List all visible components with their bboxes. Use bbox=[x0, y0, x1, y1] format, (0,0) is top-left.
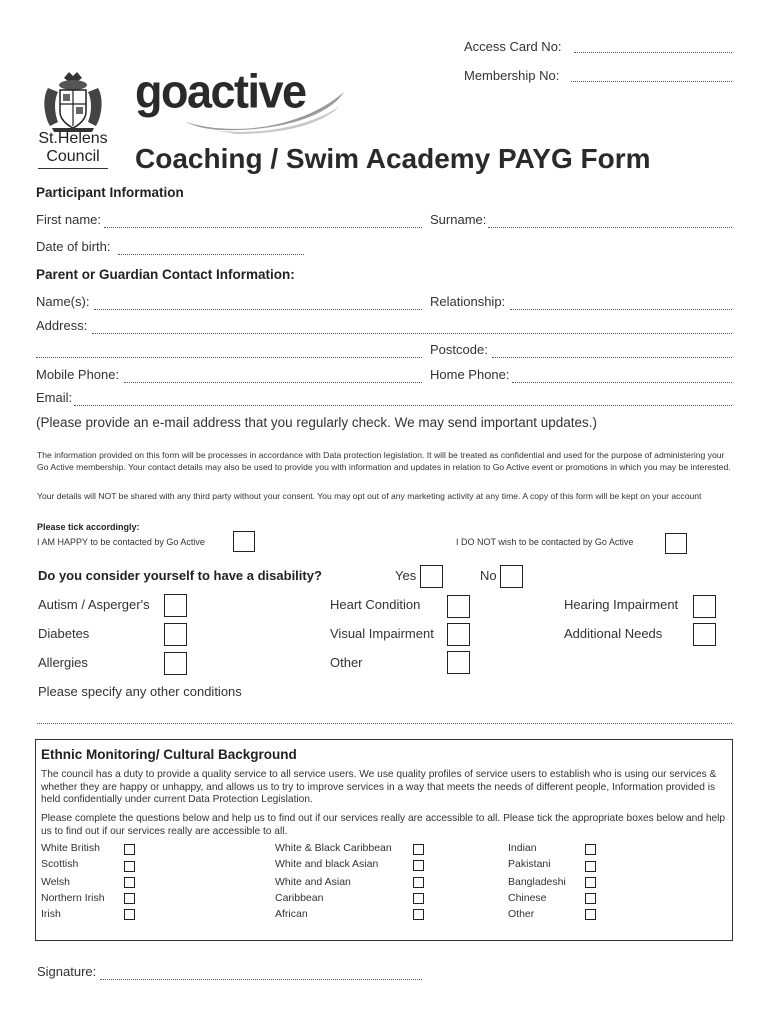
access-card-field[interactable] bbox=[574, 51, 732, 53]
condition-checkbox[interactable] bbox=[447, 651, 470, 674]
condition-checkbox[interactable] bbox=[693, 595, 716, 618]
privacy-paragraph-1: The information provided on this form will be processes in accordance with Data protection legislation. It will be treated as confidential and used for the purpose of administering your Go Active membership. Your contact details may also be used to provide you with information and updates in relation to Go Active event or promotions in which you may be interested. bbox=[37, 450, 731, 472]
ethnic-option-label: Welsh bbox=[41, 876, 70, 888]
email-field[interactable] bbox=[74, 404, 732, 406]
ethnic-checkbox[interactable] bbox=[585, 844, 596, 855]
ethnic-paragraph-2: Please complete the questions below and help us to find out if our services really are accessible to all. Please tick the appropriate boxes below and help us to find out if our services really are accessible to all. bbox=[41, 813, 726, 837]
participant-heading: Participant Information bbox=[36, 185, 184, 200]
ethnic-checkbox[interactable] bbox=[585, 861, 596, 872]
ethnic-checkbox[interactable] bbox=[124, 909, 135, 920]
membership-field[interactable] bbox=[571, 80, 732, 82]
home-phone-label: Home Phone: bbox=[430, 367, 510, 382]
membership-label: Membership No: bbox=[464, 68, 560, 83]
dob-field[interactable] bbox=[118, 253, 304, 255]
ethnic-checkbox[interactable] bbox=[124, 844, 135, 855]
surname-label: Surname: bbox=[430, 212, 487, 227]
brand-wordmark: goactive bbox=[135, 64, 306, 119]
ethnic-checkbox[interactable] bbox=[413, 844, 424, 855]
ethnic-option-label: Pakistani bbox=[508, 858, 551, 870]
no-contact-checkbox[interactable] bbox=[665, 533, 687, 554]
address-field[interactable] bbox=[92, 332, 732, 334]
ethnic-option-label: Caribbean bbox=[275, 892, 324, 904]
ethnic-checkbox[interactable] bbox=[413, 877, 424, 888]
condition-label: Diabetes bbox=[38, 626, 90, 641]
specify-conditions-label: Please specify any other conditions bbox=[38, 684, 242, 699]
disability-no-checkbox[interactable] bbox=[500, 565, 523, 588]
access-card-label: Access Card No: bbox=[464, 39, 562, 54]
privacy-paragraph-2: Your details will NOT be shared with any third party without your consent. You may opt out of any marketing activity at any time. A copy of this form will be kept on your account bbox=[37, 491, 702, 501]
disability-question: Do you consider yourself to have a disability? bbox=[38, 568, 322, 583]
ethnic-option-label: White and Asian bbox=[275, 876, 351, 888]
ethnic-option-label: Scottish bbox=[41, 858, 79, 870]
no-contact-label: I DO NOT wish to be contacted by Go Active bbox=[456, 537, 634, 547]
ethnic-checkbox[interactable] bbox=[124, 893, 135, 904]
mobile-label: Mobile Phone: bbox=[36, 367, 120, 382]
condition-checkbox[interactable] bbox=[164, 652, 187, 675]
relationship-field[interactable] bbox=[510, 308, 732, 310]
ethnic-option-label: Other bbox=[508, 908, 535, 920]
ethnic-checkbox[interactable] bbox=[413, 909, 424, 920]
disability-no-label: No bbox=[480, 568, 497, 583]
postcode-label: Postcode: bbox=[430, 342, 488, 357]
ethnic-option-label: White & Black Caribbean bbox=[275, 842, 392, 854]
first-name-label: First name: bbox=[36, 212, 102, 227]
address-label: Address: bbox=[36, 318, 88, 333]
guardian-heading: Parent or Guardian Contact Information: bbox=[36, 267, 295, 282]
ethnic-option-label: Chinese bbox=[508, 892, 547, 904]
signature-label: Signature: bbox=[37, 964, 97, 979]
council-underline bbox=[38, 168, 108, 169]
ethnic-checkbox[interactable] bbox=[585, 909, 596, 920]
ethnic-option-label: Irish bbox=[41, 908, 61, 920]
ethnic-option-label: White and black Asian bbox=[275, 858, 379, 870]
ethnic-paragraph-1: The council has a duty to provide a quality service to all service users. We use quality profiles of service users to establish who is using our services & whether they are happy or unhappy, and allows us to try to improve services in a way that meets the needs of different people, Information provided is held confidentially under current Data Protection Legislation. bbox=[41, 769, 717, 805]
council-name-line1: St.Helens bbox=[38, 130, 108, 147]
postcode-field[interactable] bbox=[492, 356, 732, 358]
condition-checkbox[interactable] bbox=[693, 623, 716, 646]
ethnic-option-label: African bbox=[275, 908, 308, 920]
ethnic-heading: Ethnic Monitoring/ Cultural Background bbox=[41, 747, 297, 762]
address-field-line2[interactable] bbox=[36, 356, 422, 358]
condition-label: Visual Impairment bbox=[330, 626, 434, 641]
ethnic-option-label: Indian bbox=[508, 842, 537, 854]
names-label: Name(s): bbox=[36, 294, 90, 309]
page-title: Coaching / Swim Academy PAYG Form bbox=[135, 143, 651, 174]
condition-label: Autism / Asperger's bbox=[38, 597, 150, 612]
condition-label: Hearing Impairment bbox=[564, 597, 679, 612]
happy-contact-label: I AM HAPPY to be contacted by Go Active bbox=[37, 537, 205, 547]
surname-field[interactable] bbox=[488, 226, 732, 228]
ethnic-checkbox[interactable] bbox=[413, 893, 424, 904]
ethnic-checkbox[interactable] bbox=[124, 861, 135, 872]
signature-field[interactable] bbox=[100, 978, 422, 980]
council-crest-logo bbox=[40, 68, 106, 134]
mobile-field[interactable] bbox=[124, 381, 422, 383]
disability-yes-label: Yes bbox=[395, 568, 417, 583]
home-phone-field[interactable] bbox=[512, 381, 732, 383]
condition-checkbox[interactable] bbox=[164, 623, 187, 646]
dob-label: Date of birth: bbox=[36, 239, 111, 254]
condition-label: Allergies bbox=[38, 655, 88, 670]
ethnic-checkbox[interactable] bbox=[413, 860, 424, 871]
specify-conditions-field[interactable] bbox=[37, 722, 732, 724]
tick-heading: Please tick accordingly: bbox=[37, 522, 140, 532]
first-name-field[interactable] bbox=[104, 226, 422, 228]
relationship-label: Relationship: bbox=[430, 294, 506, 309]
condition-checkbox[interactable] bbox=[164, 594, 187, 617]
condition-label: Heart Condition bbox=[330, 597, 421, 612]
condition-label: Other bbox=[330, 655, 363, 670]
ethnic-option-label: Bangladeshi bbox=[508, 876, 566, 888]
council-name-line2: Council bbox=[46, 148, 100, 165]
condition-checkbox[interactable] bbox=[447, 623, 470, 646]
disability-yes-checkbox[interactable] bbox=[420, 565, 443, 588]
email-label: Email: bbox=[36, 390, 73, 405]
ethnic-option-label: White British bbox=[41, 842, 100, 854]
condition-label: Additional Needs bbox=[564, 626, 663, 641]
condition-checkbox[interactable] bbox=[447, 595, 470, 618]
ethnic-checkbox[interactable] bbox=[585, 877, 596, 888]
email-note: (Please provide an e-mail address that you regularly check. We may send important updates.) bbox=[36, 415, 598, 430]
ethnic-checkbox[interactable] bbox=[124, 877, 135, 888]
happy-contact-checkbox[interactable] bbox=[233, 531, 255, 552]
names-field[interactable] bbox=[94, 308, 422, 310]
ethnic-option-label: Northern Irish bbox=[41, 892, 105, 904]
ethnic-checkbox[interactable] bbox=[585, 893, 596, 904]
